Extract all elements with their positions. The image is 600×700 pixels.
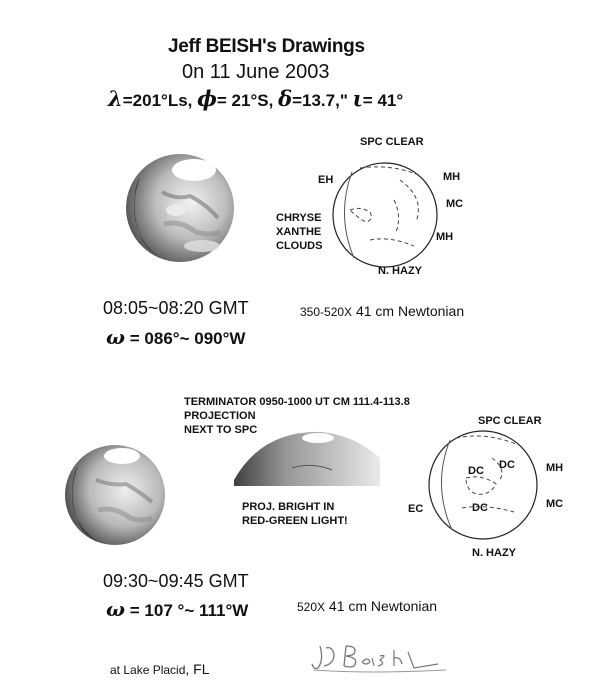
iota-value: = 41° — [362, 91, 404, 110]
phi-symbol: ϕ — [197, 86, 217, 111]
bright-note — [242, 500, 348, 528]
label-dc-1: DC — [468, 465, 484, 477]
telescope-type: 41 cm Newtonian — [355, 303, 465, 319]
label-ec: EC — [408, 503, 424, 515]
label-spc-clear-2: SPC CLEAR — [478, 415, 542, 427]
delta-value: =13.7," — [292, 91, 348, 110]
magnification: 350-520X — [300, 305, 353, 319]
omega-value: = 086°~ 090°W — [129, 329, 246, 348]
delta-symbol: δ — [278, 86, 293, 111]
note-line: CHRYSE — [276, 212, 322, 224]
session1-time: 08:05~08:20 GMT — [103, 298, 249, 318]
note-line: NEXT TO SPC — [184, 424, 258, 436]
mars-sketch-1 — [120, 148, 240, 268]
session1-telescope — [300, 303, 464, 319]
mars-sketch-2 — [60, 440, 170, 550]
signature — [310, 640, 450, 674]
label-mh-bottom-1: MH — [436, 231, 454, 243]
label-mc-2: MC — [546, 498, 564, 510]
lambda-value: =201°Ls, — [122, 91, 193, 110]
label-dc-2: DC — [499, 459, 515, 471]
note-line: XANTHE — [276, 226, 322, 238]
location-prefix: at Lake Placid — [110, 663, 186, 677]
observation-parameters — [108, 86, 403, 111]
label-n-hazy-1: N. HAZY — [378, 265, 422, 277]
label-mc-1: MC — [446, 198, 464, 210]
session2-telescope — [297, 598, 437, 614]
telescope-type: 41 cm Newtonian — [328, 598, 438, 614]
note-chryse-xanthe-clouds — [276, 211, 322, 253]
mars-outline-2 — [426, 428, 540, 542]
note-line: CLOUDS — [276, 240, 323, 252]
note-line: RED-GREEN LIGHT! — [242, 515, 348, 527]
phi-value: = 21°S, — [216, 91, 274, 110]
observation-date: 0n 11 June 2003 — [182, 61, 330, 83]
session2-central-meridian — [106, 597, 248, 621]
session1-central-meridian — [106, 325, 245, 349]
terminator-projection-sketch — [232, 424, 382, 486]
location-state: , FL — [185, 661, 210, 677]
iota-symbol: ι — [352, 86, 363, 111]
mars-outline-1 — [330, 160, 440, 270]
label-n-hazy-2: N. HAZY — [472, 547, 516, 559]
note-line: PROJECTION — [184, 410, 256, 422]
lambda-symbol: λ — [108, 86, 123, 111]
label-spc-clear-1: SPC CLEAR — [360, 136, 424, 148]
observation-location — [110, 661, 210, 677]
label-mh-top-1: MH — [443, 171, 461, 183]
label-mh-2: MH — [546, 462, 564, 474]
session2-time: 09:30~09:45 GMT — [103, 571, 249, 591]
label-dc-3: DC — [472, 502, 488, 514]
omega-symbol: ω — [106, 597, 126, 621]
note-line: TERMINATOR 0950-1000 UT CM 111.4-113.8 — [184, 396, 410, 408]
page-title: Jeff BEISH's Drawings — [168, 36, 365, 57]
omega-value: = 107 °~ 111°W — [129, 601, 249, 620]
label-eh: EH — [318, 174, 334, 186]
magnification: 520X — [297, 600, 326, 614]
note-line: PROJ. BRIGHT IN — [242, 501, 335, 513]
omega-symbol: ω — [106, 325, 126, 349]
